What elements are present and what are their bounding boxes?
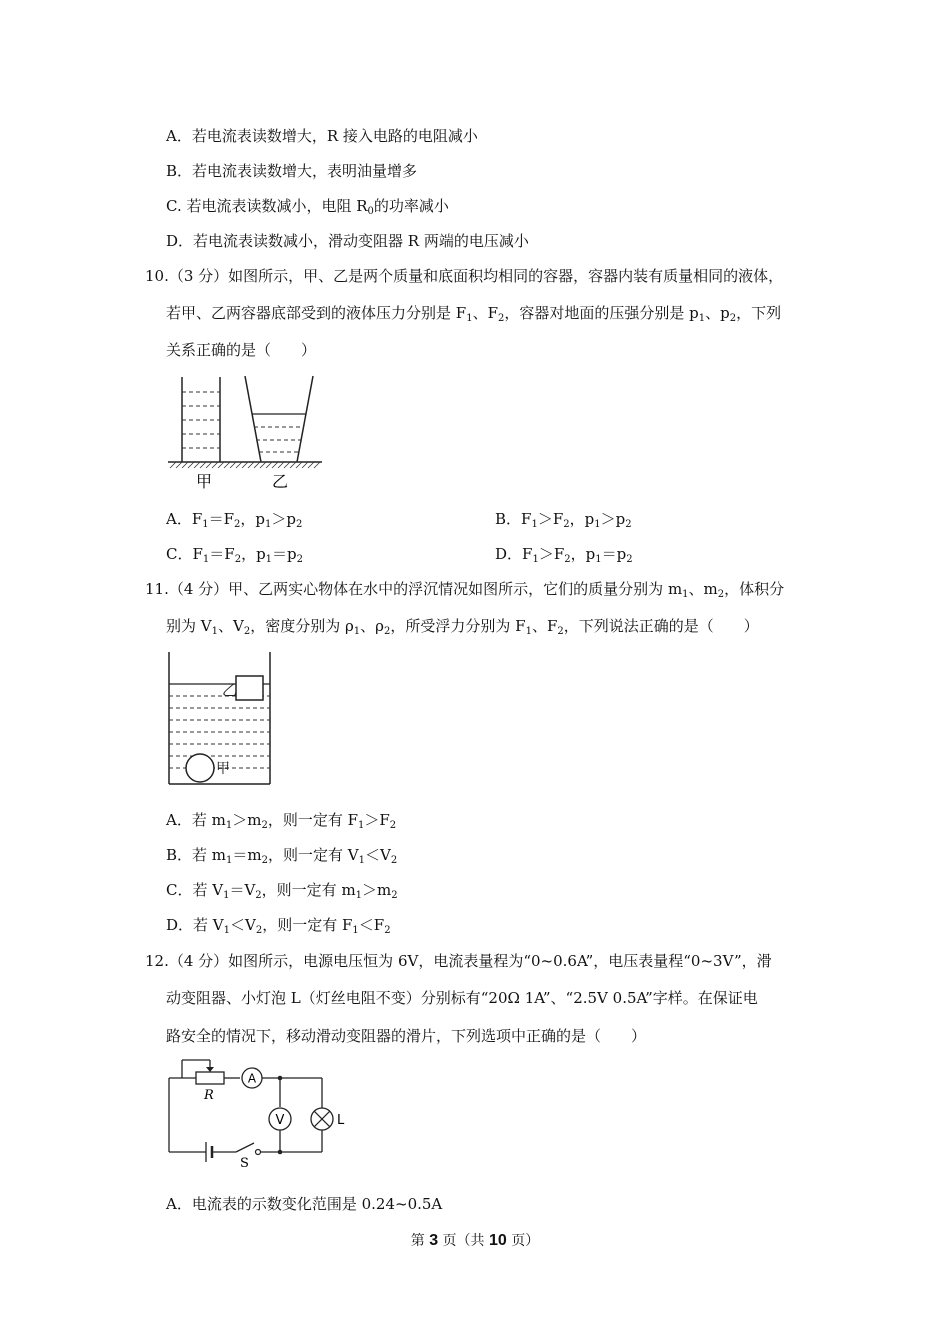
q12-option-a: A．电流表的示数变化范围是 0.24~0.5A bbox=[166, 1195, 443, 1213]
q11-stem-line2: 别为 $V_1$、$V_2$，密度分别为 $\rho_1$、$\rho_2$，所受浮力分别为 $F_1$、$F_2$，下列说法正确的是（ ） bbox=[166, 617, 759, 637]
object-label-top: 乙 bbox=[222, 681, 238, 699]
voltmeter-label: V bbox=[275, 1113, 285, 1128]
q10-stem-line2: 若甲、乙两容器底部受到的液体压力分别是 $F_1$、$F_2$，容器对地面的压强分别是 $p_1$、$p_2$，下列 bbox=[166, 304, 782, 324]
object-label-bottom: 甲 bbox=[216, 761, 230, 777]
q11-option-b: B．若 $m_1=m_2$，则一定有 $V_1<V_2$ bbox=[166, 846, 398, 866]
q9-option-d: D．若电流表读数减小，滑动变阻器 R 两端的电压减小 bbox=[166, 232, 529, 250]
container-label-left: 甲 bbox=[196, 472, 213, 491]
q11-stem-line1: 11.（4 分）甲、乙两实心物体在水中的浮沉情况如图所示，它们的质量分别为 $m_1$、$m_2$，体积分 bbox=[145, 580, 785, 600]
q10-option-d: D．$F_1>F_2$，$p_1=p_2$ bbox=[495, 545, 633, 565]
q9-option-c: C. 若电流表读数减小，电阻 $R_0$的功率减小 bbox=[166, 197, 449, 217]
q11-floating-figure bbox=[166, 650, 276, 788]
lamp-label: L bbox=[337, 1113, 345, 1128]
q10-option-b: B．$F_1>F_2$，$p_1>p_2$ bbox=[495, 510, 632, 530]
q10-option-c: C．$F_1=F_2$，$p_1=p_2$ bbox=[166, 545, 304, 565]
q12-stem-line2: 动变阻器、小灯泡 L（灯丝电阻不变）分别标有“20Ω 1A”、“2.5V 0.5A”字样。在保证电 bbox=[166, 989, 758, 1007]
q10-containers-figure bbox=[166, 372, 326, 497]
q12-stem-line1: 12.（4 分）如图所示，电源电压恒为 6V，电流表量程为“0~0.6A”，电压表量程“0~3V”，滑 bbox=[145, 952, 772, 970]
q9-option-b: B．若电流表读数增大，表明油量增多 bbox=[166, 162, 418, 180]
q10-stem-line3: 关系正确的是（ ） bbox=[166, 341, 317, 359]
q11-option-a: A．若 $m_1>m_2$，则一定有 $F_1>F_2$ bbox=[166, 811, 397, 831]
q10-option-a: A．$F_1=F_2$，$p_1>p_2$ bbox=[166, 510, 303, 530]
q12-stem-line3: 路安全的情况下，移动滑动变阻器的滑片，下列选项中正确的是（ ） bbox=[166, 1027, 647, 1045]
q9-option-a: A．若电流表读数增大，R 接入电路的电阻减小 bbox=[166, 127, 478, 145]
q10-stem-line1: 10.（3 分）如图所示，甲、乙是两个质量和底面积均相同的容器，容器内装有质量相同的液体， bbox=[145, 267, 784, 285]
rheostat-label: R bbox=[204, 1088, 214, 1103]
q11-option-d: D．若 $V_1<V_2$，则一定有 $F_1<F_2$ bbox=[166, 916, 391, 936]
q12-circuit-figure bbox=[166, 1054, 356, 1170]
container-label-right: 乙 bbox=[272, 472, 289, 491]
switch-label: S bbox=[240, 1156, 249, 1170]
page-footer: 第 3 页（共 10 页） bbox=[410, 1232, 540, 1249]
ammeter-label: A bbox=[247, 1071, 257, 1086]
q11-option-c: C．若 $V_1=V_2$，则一定有 $m_1>m_2$ bbox=[166, 881, 398, 901]
